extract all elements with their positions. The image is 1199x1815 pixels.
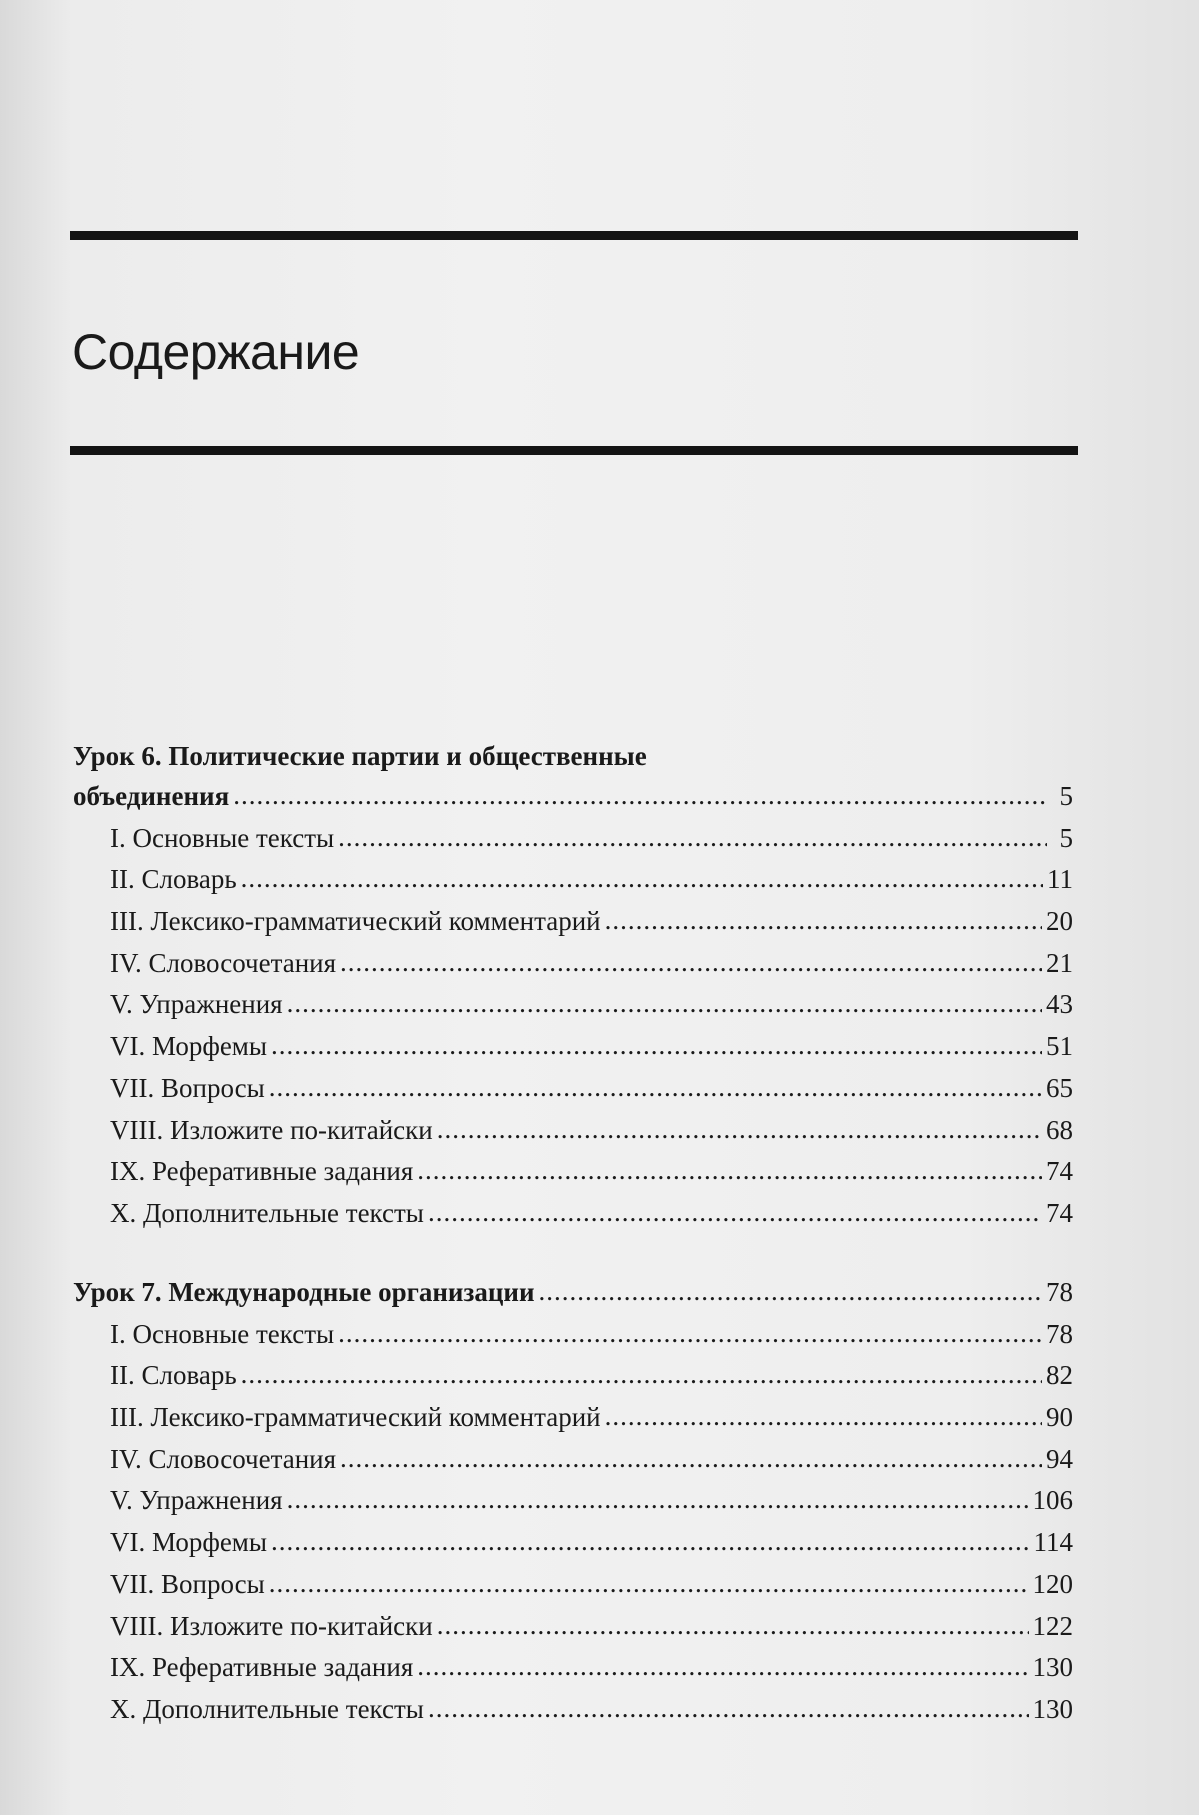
dot-leader [437,1109,1042,1151]
toc-entry[interactable] [73,1068,1073,1110]
page-number: 130 [1032,1693,1073,1724]
toc-lesson-7 [73,1272,1073,1731]
toc-entry[interactable] [73,1480,1073,1522]
entry-label: VII. Вопросы [110,1072,265,1103]
entry-label: III. Лексико-грамматический комментарий [110,906,601,937]
dot-leader [271,1025,1042,1067]
toc-entry[interactable] [73,901,1073,943]
top-rule [70,231,1078,240]
dot-leader [417,1150,1042,1192]
dot-leader [269,1067,1042,1109]
bottom-rule [70,446,1078,455]
page-number: 120 [1032,1568,1073,1599]
lesson-heading-line2: объединения [73,781,230,811]
dot-leader [437,1605,1029,1647]
dot-leader [269,1563,1029,1605]
page-number: 74 [1046,1197,1073,1228]
entry-label: II. Словарь [110,864,237,895]
page-number: 74 [1046,1156,1073,1187]
toc-entry[interactable] [73,984,1073,1026]
toc-entry-lesson-heading[interactable] [73,776,1073,818]
entry-label: V. Упражнения [110,989,283,1020]
toc-entry[interactable] [73,1110,1073,1152]
dot-leader [241,858,1043,900]
toc-entry[interactable] [73,1151,1073,1193]
toc-entry[interactable] [73,1439,1073,1481]
dot-leader [287,1479,1029,1521]
dot-leader [340,1438,1042,1480]
dot-leader [539,1271,1042,1313]
dot-leader [287,983,1042,1025]
page-number: 11 [1047,864,1073,895]
entry-label: IV. Словосочетания [110,947,337,978]
dot-leader [338,1313,1042,1355]
entry-label: V. Упражнения [110,1485,283,1516]
show-through-decoration [160,100,167,131]
toc-entry-lesson-heading[interactable] [73,1272,1073,1314]
dot-leader [271,1521,1029,1563]
page-number: 21 [1046,947,1073,978]
toc-entry[interactable] [73,1647,1073,1689]
toc-entry[interactable] [73,1522,1073,1564]
page-number: 78 [1046,1318,1073,1349]
page-number: 106 [1032,1485,1073,1516]
toc-entry[interactable] [73,1355,1073,1397]
page-number: 78 [1046,1277,1073,1307]
toc-entry[interactable] [73,818,1073,860]
toc-entry[interactable] [73,943,1073,985]
toc-entry[interactable] [73,1689,1073,1731]
entry-label: VIII. Изложите по-китайски [110,1114,433,1145]
dot-leader [340,942,1042,984]
entry-label: III. Лексико-грамматический комментарий [110,1402,601,1433]
page-number: 130 [1032,1652,1073,1683]
toc-lesson-6 [73,736,1073,1235]
page-number: 51 [1046,1031,1073,1062]
toc-entry[interactable] [73,1026,1073,1068]
page-title: Содержание [72,324,360,380]
page-number: 65 [1046,1072,1073,1103]
dot-leader [605,1396,1042,1438]
page-number: 68 [1046,1114,1073,1145]
toc-entry[interactable] [73,859,1073,901]
entry-label: I. Основные тексты [110,1318,335,1349]
page-number: 20 [1046,906,1073,937]
entry-label: VI. Морфемы [110,1031,268,1062]
entry-label: IX. Реферативные задания [110,1156,414,1187]
lesson-heading: Урок 7. Международные организации [73,1277,535,1307]
page-number: 122 [1032,1610,1073,1641]
toc-entry[interactable] [73,1606,1073,1648]
dot-leader [428,1192,1042,1234]
page-number: 90 [1046,1402,1073,1433]
dot-leader [417,1646,1028,1688]
toc-entry[interactable] [73,1564,1073,1606]
entry-label: VI. Морфемы [110,1527,268,1558]
toc-entry[interactable] [73,1314,1073,1356]
lesson-heading-line1: Урок 6. Политические партии и общественные [73,741,647,771]
page-number: 94 [1046,1443,1073,1474]
page-number: 82 [1046,1360,1073,1391]
page-number: 5 [1059,822,1073,853]
dot-leader [605,900,1042,942]
dot-leader [428,1688,1029,1730]
dot-leader [233,775,1047,817]
entry-label: I. Основные тексты [110,822,335,853]
entry-label: X. Дополнительные тексты [110,1197,424,1228]
toc-entry[interactable] [73,1193,1073,1235]
dot-leader [241,1354,1042,1396]
page-number: 114 [1033,1527,1073,1558]
entry-label: VII. Вопросы [110,1568,265,1599]
entry-label: IV. Словосочетания [110,1443,337,1474]
entry-label: VIII. Изложите по-китайски [110,1610,433,1641]
page-number: 43 [1046,989,1073,1020]
entry-label: IX. Реферативные задания [110,1652,414,1683]
page-number: 5 [1059,781,1073,811]
dot-leader [338,817,1047,859]
entry-label: X. Дополнительные тексты [110,1693,424,1724]
toc-entry[interactable] [73,1397,1073,1439]
entry-label: II. Словарь [110,1360,237,1391]
